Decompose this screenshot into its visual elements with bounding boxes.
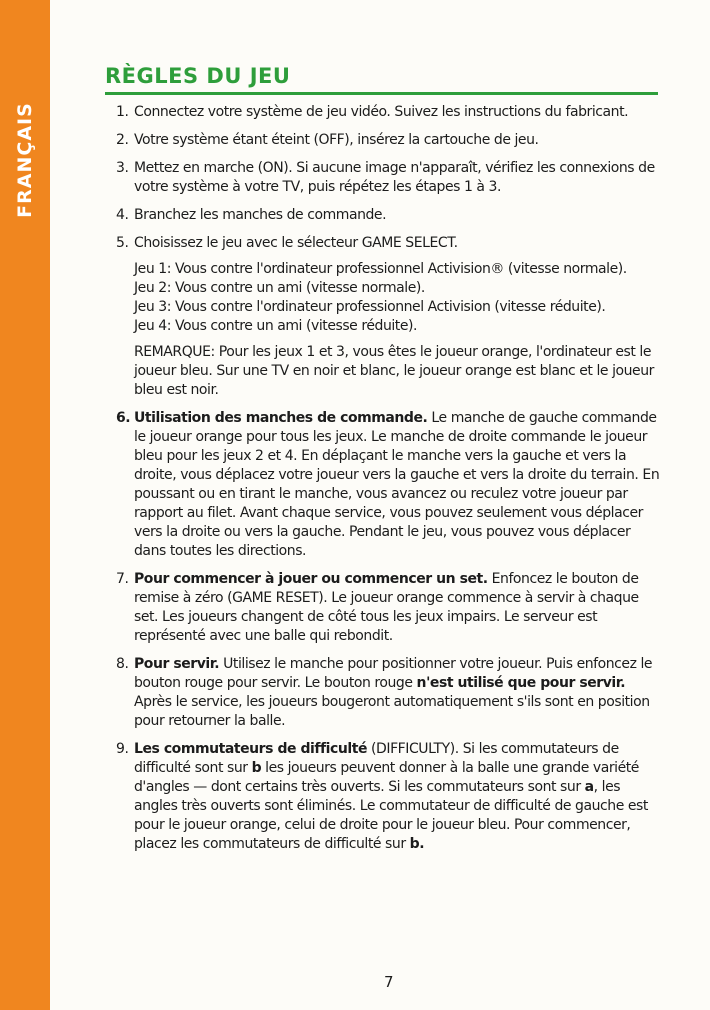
rule-number: 9. <box>116 741 129 757</box>
rule-number: 4. <box>116 207 129 223</box>
difficulty-a: a <box>584 779 594 795</box>
rule-text: (DIFFICULTY). Si les commutateurs de difficulté sont sur <box>134 741 619 776</box>
rule-number: 8. <box>116 656 129 672</box>
game-variations <box>134 260 662 336</box>
rule-text: Utilisez le manche pour positionner votre joueur. Puis enfoncez le bouton rouge pour servir. Le bouton rouge <box>134 656 653 691</box>
rule-item-2 <box>112 131 662 150</box>
rule-item-3 <box>112 159 662 197</box>
rule-number: 2. <box>116 132 129 148</box>
rule-text: Mettez en marche (ON). Si aucune image n'apparaît, vérifiez les connexions de votre système à votre TV, puis répétez les étapes 1 à 3. <box>134 160 655 195</box>
rule-text-2: les joueurs peuvent donner à la balle une grande variété d'angles — dont certains très ouverts. Si les commutateurs sont sur <box>134 760 639 795</box>
language-sidebar <box>0 0 50 1010</box>
language-label: FRANÇAIS <box>14 102 36 218</box>
rule-text-3: , les angles très ouverts sont éliminés. Le commutateur de difficulté de gauche est pour le joueur orange, celui de droite pour le joueur bleu. Pour commencer, placez les commutateurs de difficulté sur <box>134 779 648 852</box>
rule-item-9 <box>112 740 662 854</box>
rule-text: Branchez les manches de commande. <box>134 207 387 223</box>
rule-number: 5. <box>116 235 129 251</box>
difficulty-b-final: b. <box>409 836 425 852</box>
difficulty-b: b <box>251 760 262 776</box>
rule-heading: Utilisation des manches de commande. <box>134 410 428 426</box>
rule-text: Choisissez le jeu avec le sélecteur GAME SELECT. <box>134 235 458 251</box>
rule-text: Le manche de gauche commande le joueur orange pour tous les jeux. Le manche de droite commande le joueur bleu pour les jeux 2 et 4. En déplaçant le manche vers la gauche et vers la droite, vous déplacez votre joueur vers la gauche et vers la droite du terrain. En poussant ou en tirant le manche, vous avancez ou reculez votre joueur par rapport au filet. Avant chaque service, vous pouvez seulement vous déplacer vers la droite ou vers la gauche. Pendant le jeu, vous pouvez vous déplacer dans toutes les directions. <box>134 410 660 559</box>
rule-text: Connectez votre système de jeu vidéo. Suivez les instructions du fabricant. <box>134 104 629 120</box>
rule-emphasis: n'est utilisé que pour servir. <box>416 675 626 691</box>
rule-item-6 <box>112 409 662 561</box>
rule-number: 6. <box>116 410 131 426</box>
rule-item-4 <box>112 206 662 225</box>
rule-text-continued: Après le service, les joueurs bougeront automatiquement s'ils sont en position pour retourner la balle. <box>134 694 650 729</box>
rule-text: Enfoncez le bouton de remise à zéro (GAME RESET). Le joueur orange commence à servir à chaque set. Les joueurs changent de côté tous les jeux impairs. Le serveur est représenté avec une balle qui rebondit. <box>134 571 639 644</box>
game-line-3: Jeu 3: Vous contre l'ordinateur professionnel Activision (vitesse réduite). <box>134 299 606 315</box>
rule-item-8 <box>112 655 662 731</box>
game-line-2: Jeu 2: Vous contre un ami (vitesse normale). <box>134 280 425 296</box>
game-line-1: Jeu 1: Vous contre l'ordinateur professionnel Activision® (vitesse normale). <box>134 261 627 277</box>
rule-item-1 <box>112 103 662 122</box>
rule-item-5 <box>112 234 662 400</box>
rule-number: 1. <box>116 104 129 120</box>
rules-list <box>112 103 662 863</box>
page-number: 7 <box>384 973 394 991</box>
page-title: RÈGLES DU JEU <box>105 64 291 88</box>
rule-heading: Pour servir. <box>134 656 220 672</box>
rule-heading: Les commutateurs de difficulté <box>134 741 368 757</box>
rule-number: 3. <box>116 160 129 176</box>
rule-item-7 <box>112 570 662 646</box>
game-note: REMARQUE: Pour les jeux 1 et 3, vous êtes le joueur orange, l'ordinateur est le joueur bleu. Sur une TV en noir et blanc, le joueur orange est blanc et le joueur bleu est noir. <box>134 344 654 398</box>
game-line-4: Jeu 4: Vous contre un ami (vitesse réduite). <box>134 318 418 334</box>
rule-number: 7. <box>116 571 129 587</box>
rule-heading: Pour commencer à jouer ou commencer un set. <box>134 571 488 587</box>
rule-text: Votre système étant éteint (OFF), insérez la cartouche de jeu. <box>134 132 539 148</box>
title-underline <box>105 92 658 95</box>
